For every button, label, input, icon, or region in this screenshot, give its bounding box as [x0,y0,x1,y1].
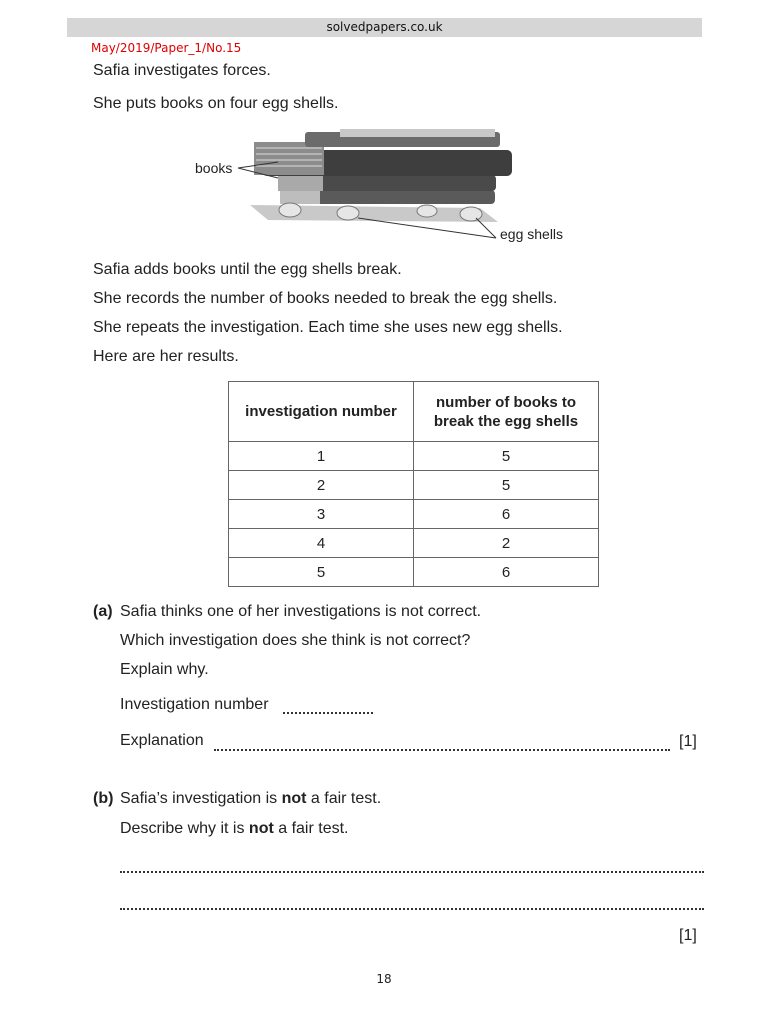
cell-books: 6 [414,500,599,529]
header-investigation-number: investigation number [229,382,414,442]
site-name: solvedpapers.co.uk [326,20,443,34]
question-b-line-2-bold: not [248,820,274,837]
header-number-of-books: number of books to break the egg shells [414,382,599,442]
egg-shell-3 [417,205,437,217]
egg-shell-1 [279,203,301,217]
cell-investigation: 5 [229,558,414,587]
question-a-line-2: Which investigation does she think is not correct? [120,632,471,649]
cell-investigation: 2 [229,471,414,500]
question-b-line-2-end: a fair test. [273,820,349,837]
body-line-3: She repeats the investigation. Each time she uses new egg shells. [93,319,563,336]
table-row [229,529,599,558]
paper-reference: May/2019/Paper_1/No.15 [91,41,242,55]
egg-shells-label: egg shells [500,226,564,242]
egg-shell-4 [460,207,482,221]
question-b-line-1 [120,790,381,808]
answer-line-1[interactable] [120,871,704,873]
results-table [228,381,599,587]
cell-books: 6 [414,558,599,587]
cell-investigation: 3 [229,500,414,529]
intro-line-2: She puts books on four egg shells. [93,95,339,112]
table-row [229,442,599,471]
question-b-label: (b) [93,790,114,807]
question-b-line-1-bold: not [281,790,307,807]
body-line-2: She records the number of books needed to break the egg shells. [93,290,558,307]
body-line-1: Safia adds books until the egg shells break. [93,261,402,278]
egg-shell-2 [337,206,359,220]
table-row [229,500,599,529]
explanation-label: Explanation [120,732,204,749]
table-row [229,558,599,587]
question-b-line-1-text: Safia’s investigation is [120,790,282,807]
question-b-line-1-end: a fair test. [306,790,382,807]
books-on-egg-shells-figure [180,120,600,250]
question-a-marks: [1] [679,733,697,750]
table-row [229,471,599,500]
answer-line-2[interactable] [120,908,704,910]
site-header-bar [67,18,702,37]
cell-investigation: 4 [229,529,414,558]
cell-books: 5 [414,471,599,500]
question-b-marks: [1] [679,927,697,944]
intro-line-1: Safia investigates forces. [93,62,271,79]
cell-books: 5 [414,442,599,471]
books-label: books [195,160,233,176]
investigation-number-answer-line[interactable] [283,712,373,714]
question-b-line-2-text: Describe why it is [120,820,249,837]
cell-investigation: 1 [229,442,414,471]
cell-books: 2 [414,529,599,558]
body-line-4: Here are her results. [93,348,239,365]
question-a-line-1: Safia thinks one of her investigations is not correct. [120,603,482,620]
investigation-number-label: Investigation number [120,696,269,713]
page-number: 18 [376,972,392,986]
question-a-label: (a) [93,603,113,620]
question-a-line-3: Explain why. [120,661,209,678]
table-header-row [229,382,599,442]
question-b-line-2 [120,820,349,838]
explanation-answer-line[interactable] [214,749,670,751]
